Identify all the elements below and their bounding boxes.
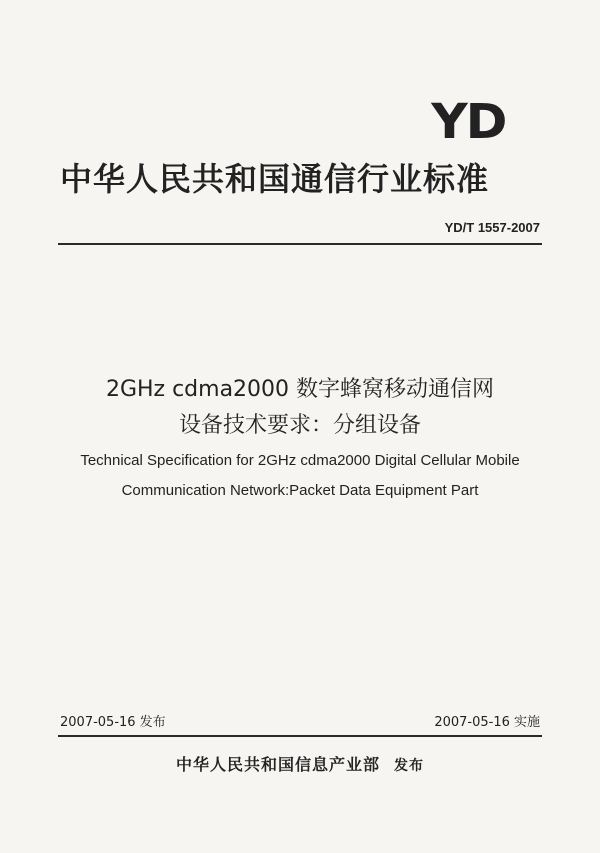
- title-chinese-line-1: 2GHz cdma2000 数字蜂窝移动通信网: [105, 377, 495, 402]
- standard-category-title: 中华人民共和国通信行业标准: [60, 160, 490, 198]
- yd-logo: YD: [431, 94, 506, 150]
- issuer-line: [0, 752, 600, 775]
- footer-divider: [58, 735, 542, 737]
- issuer-name: 中华人民共和国信息产业部: [175, 755, 380, 774]
- title-chinese-line-2: 设备技术要求：分组设备: [178, 413, 421, 438]
- title-english-line-2: Communication Network:Packet Data Equipment Part: [121, 482, 479, 499]
- effective-date: 2007-05-16 实施: [434, 715, 540, 730]
- issuer-verb: 发布: [394, 758, 424, 774]
- header-divider: [58, 243, 542, 245]
- publish-date: 2007-05-16 发布: [60, 715, 166, 730]
- standard-number: YD/T 1557-2007: [444, 220, 540, 235]
- title-english-line-1: Technical Specification for 2GHz cdma2000 Digital Cellular Mobile: [80, 452, 520, 469]
